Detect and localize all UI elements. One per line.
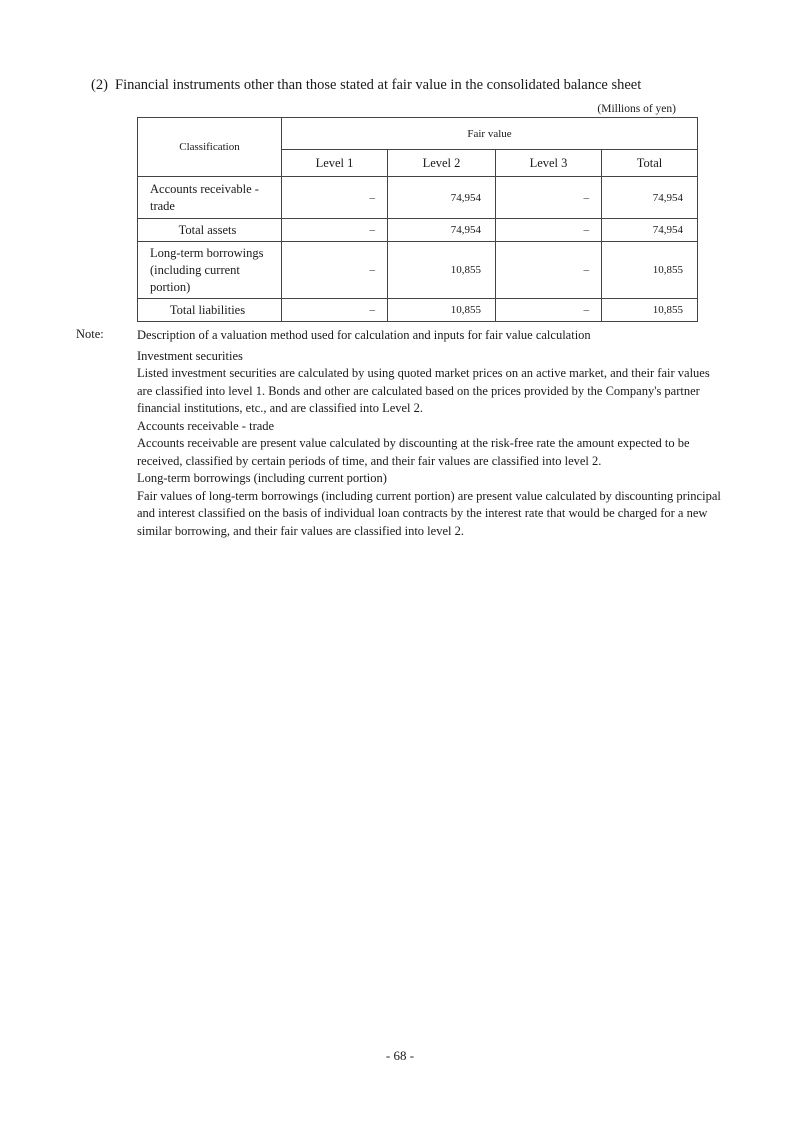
note-paragraph: Listed investment securities are calculated by using quoted market prices on an active market, and their fair values are classified into level 1. Bonds and other are calculated based on the prices provided by the Company's partner financial institutions, etc., and are classified into Level 2.	[137, 366, 710, 415]
level1-cell: –	[282, 242, 388, 299]
note-subheading: Accounts receivable - trade	[137, 418, 275, 433]
note-label: Note:	[76, 327, 104, 341]
row-label: Accounts receivable - trade	[138, 177, 282, 219]
level3-cell: –	[496, 219, 602, 242]
table-row	[138, 177, 698, 219]
level3-cell: –	[496, 242, 602, 299]
note-subheading: Investment securities	[137, 348, 243, 363]
row-label: Total liabilities	[138, 299, 282, 322]
section-number: (2)	[91, 77, 108, 93]
level1-header: Level 1	[282, 150, 388, 177]
classification-header: Classification	[138, 118, 282, 177]
table-row	[138, 242, 698, 299]
note-subheading: Long-term borrowings (including current portion)	[137, 471, 387, 485]
note-body	[137, 327, 727, 540]
level2-cell: 74,954	[388, 219, 496, 242]
total-cell: 74,954	[602, 219, 698, 242]
level2-header: Level 2	[388, 150, 496, 177]
total-cell: 10,855	[602, 242, 698, 299]
section-title: Financial instruments other than those stated at fair value in the consolidated balance sheet	[115, 77, 642, 93]
page-number: - 68 -	[385, 1048, 415, 1063]
row-label: Total assets	[138, 219, 282, 242]
units-label: (Millions of yen)	[597, 103, 676, 115]
fair-value-header: Fair value	[282, 118, 698, 150]
table-row	[138, 219, 698, 242]
level2-cell: 10,855	[388, 242, 496, 299]
total-cell: 10,855	[602, 299, 698, 322]
level1-cell: –	[282, 299, 388, 322]
level2-cell: 74,954	[388, 177, 496, 219]
total-header: Total	[602, 150, 698, 177]
total-cell: 74,954	[602, 177, 698, 219]
level1-cell: –	[282, 177, 388, 219]
note-paragraph: Fair values of long-term borrowings (including current portion) are present value calculated by discounting principal and interest classified on the basis of individual loan contracts by the interest rate that would be charged for a new similar borrowing, and their fair values are classified into level 2.	[137, 488, 721, 538]
row-label: Long-term borrowings (including current portion)	[138, 242, 282, 299]
level3-header: Level 3	[496, 150, 602, 177]
table-header-row	[138, 118, 698, 150]
note-paragraph: Accounts receivable are present value calculated by discounting at the risk-free rate the amount expected to be received, classified by certain periods of time, and their fair values are classified into level 2.	[137, 436, 690, 468]
level1-cell: –	[282, 219, 388, 242]
level2-cell: 10,855	[388, 299, 496, 322]
level3-cell: –	[496, 177, 602, 219]
note-intro: Description of a valuation method used for calculation and inputs for fair value calculation	[137, 328, 591, 342]
table-row	[138, 299, 698, 322]
section-heading	[91, 77, 641, 94]
fair-value-table	[137, 117, 698, 322]
level3-cell: –	[496, 299, 602, 322]
